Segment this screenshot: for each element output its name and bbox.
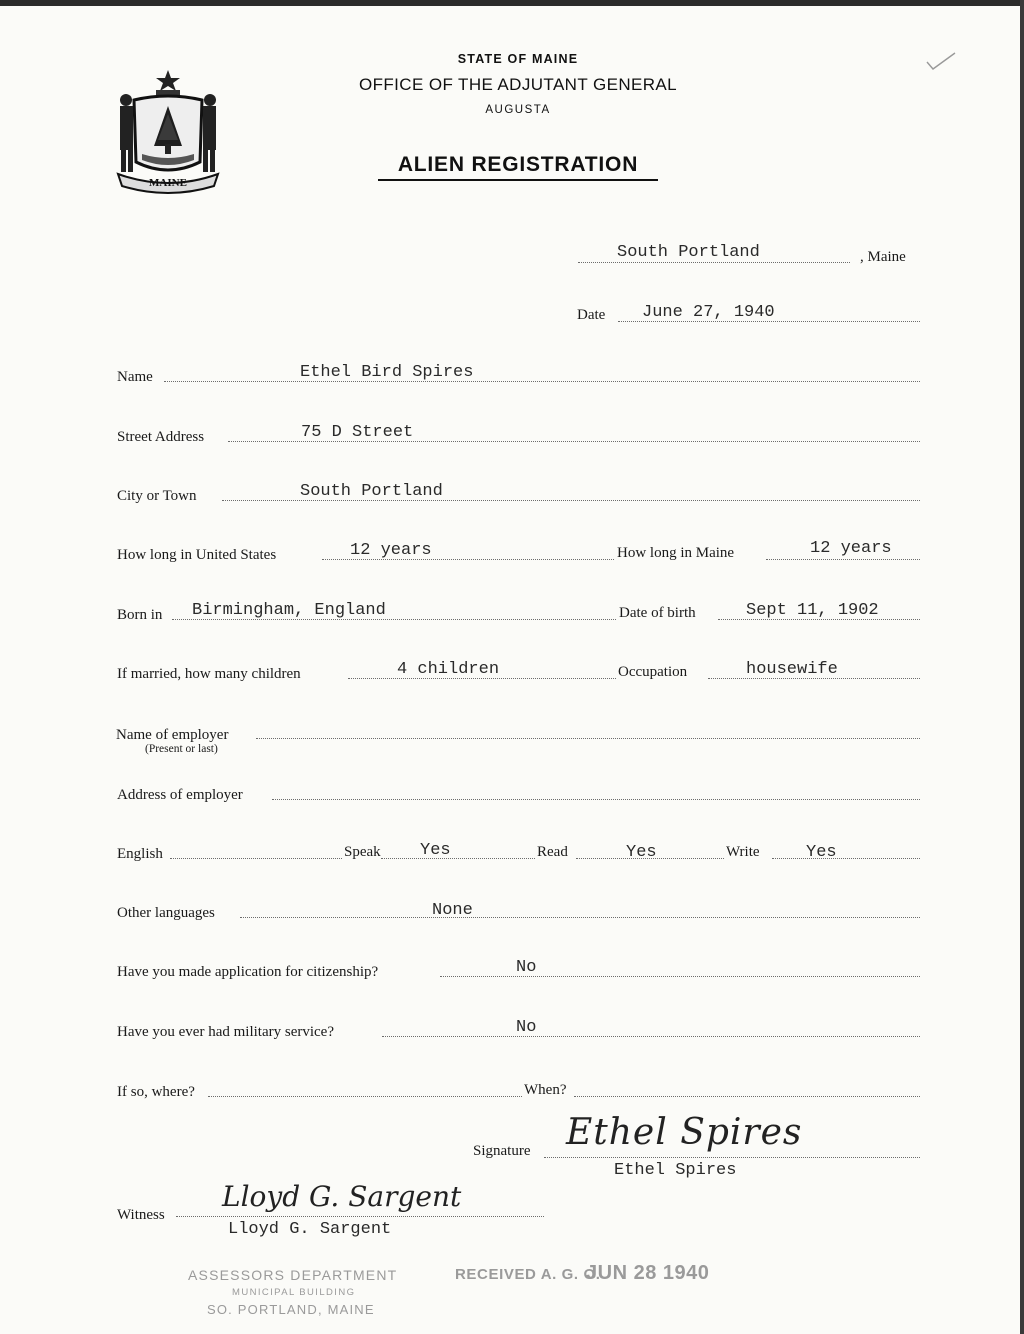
scan-edge-right [1020,0,1024,1334]
speak-value: Yes [420,841,451,860]
witness-typed: Lloyd G. Sargent [228,1220,392,1239]
received-stamp-date: JUN 28 1940 [586,1262,710,1284]
employer-address-label: Address of employer [117,787,243,803]
where-label: If so, where? [117,1084,195,1100]
scan-edge-top [0,0,1024,6]
header-office: OFFICE OF THE ADJUTANT GENERAL [358,75,678,94]
maine-duration-value: 12 years [810,539,892,558]
witness-handwritten: Lloyd G. Sargent [222,1180,462,1213]
assessors-stamp-line3: SO. PORTLAND, MAINE [207,1302,375,1317]
write-line [772,858,920,859]
english-line [170,858,342,859]
form-title: ALIEN REGISTRATION [397,153,639,176]
speak-line [381,858,535,859]
born-value: Birmingham, England [192,601,386,620]
signature-handwritten: Ethel Spires [566,1112,803,1153]
military-value: No [516,1018,537,1037]
other-languages-line [240,917,920,918]
children-value: 4 children [397,660,500,679]
svg-text:MAINE: MAINE [149,177,187,189]
street-label: Street Address [117,429,205,445]
assessors-stamp-line1: ASSESSORS DEPARTMENT [188,1267,398,1283]
children-label: If married, how many children [117,666,301,682]
signature-line [544,1157,920,1158]
citizenship-label: Have you made application for citizenship? [117,964,379,980]
employer-address-line [272,799,920,800]
us-duration-label: How long in United States [117,547,277,563]
city-label: City or Town [117,488,197,504]
us-duration-value: 12 years [350,541,432,560]
other-languages-value: None [432,901,473,920]
signature-label: Signature [473,1143,531,1159]
dob-label: Date of birth [619,605,696,621]
assessors-stamp-line2: MUNICIPAL BUILDING [232,1287,356,1298]
date-label: Date [577,307,606,323]
citizenship-value: No [516,958,537,977]
military-line [382,1036,920,1037]
signature-typed: Ethel Spires [614,1161,737,1180]
employer-sublabel: (Present or last) [145,743,218,755]
military-label: Have you ever had military service? [117,1024,334,1040]
name-value: Ethel Bird Spires [300,363,474,382]
citizenship-line [440,976,920,977]
witness-line [176,1216,544,1217]
when-label: When? [524,1082,567,1098]
where-line [208,1096,522,1097]
location-suffix: , Maine [860,249,906,265]
born-label: Born in [117,607,163,623]
location-value: South Portland [617,243,760,262]
maine-duration-line [766,559,920,560]
header-state: STATE OF MAINE [457,52,579,66]
dob-value: Sept 11, 1902 [746,601,879,620]
employer-line [256,738,920,739]
date-value: June 27, 1940 [642,303,775,322]
speak-label: Speak [344,844,381,860]
name-label: Name [117,369,153,385]
english-label: English [117,846,163,862]
read-value: Yes [626,843,657,862]
maine-duration-label: How long in Maine [617,545,735,561]
occupation-value: housewife [746,660,838,679]
other-languages-label: Other languages [117,905,215,921]
name-line [164,381,920,382]
occupation-label: Occupation [618,664,688,680]
street-value: 75 D Street [301,423,414,442]
received-stamp-label: RECEIVED A. G. O. [455,1266,601,1283]
city-value: South Portland [300,482,443,501]
title-underline [378,179,658,181]
employer-label: Name of employer [116,727,229,743]
write-value: Yes [806,843,837,862]
when-line [574,1096,920,1097]
write-label: Write [726,844,760,860]
read-label: Read [537,844,568,860]
witness-label: Witness [117,1207,165,1223]
header-city: AUGUSTA [485,104,551,116]
location-line [578,262,850,263]
